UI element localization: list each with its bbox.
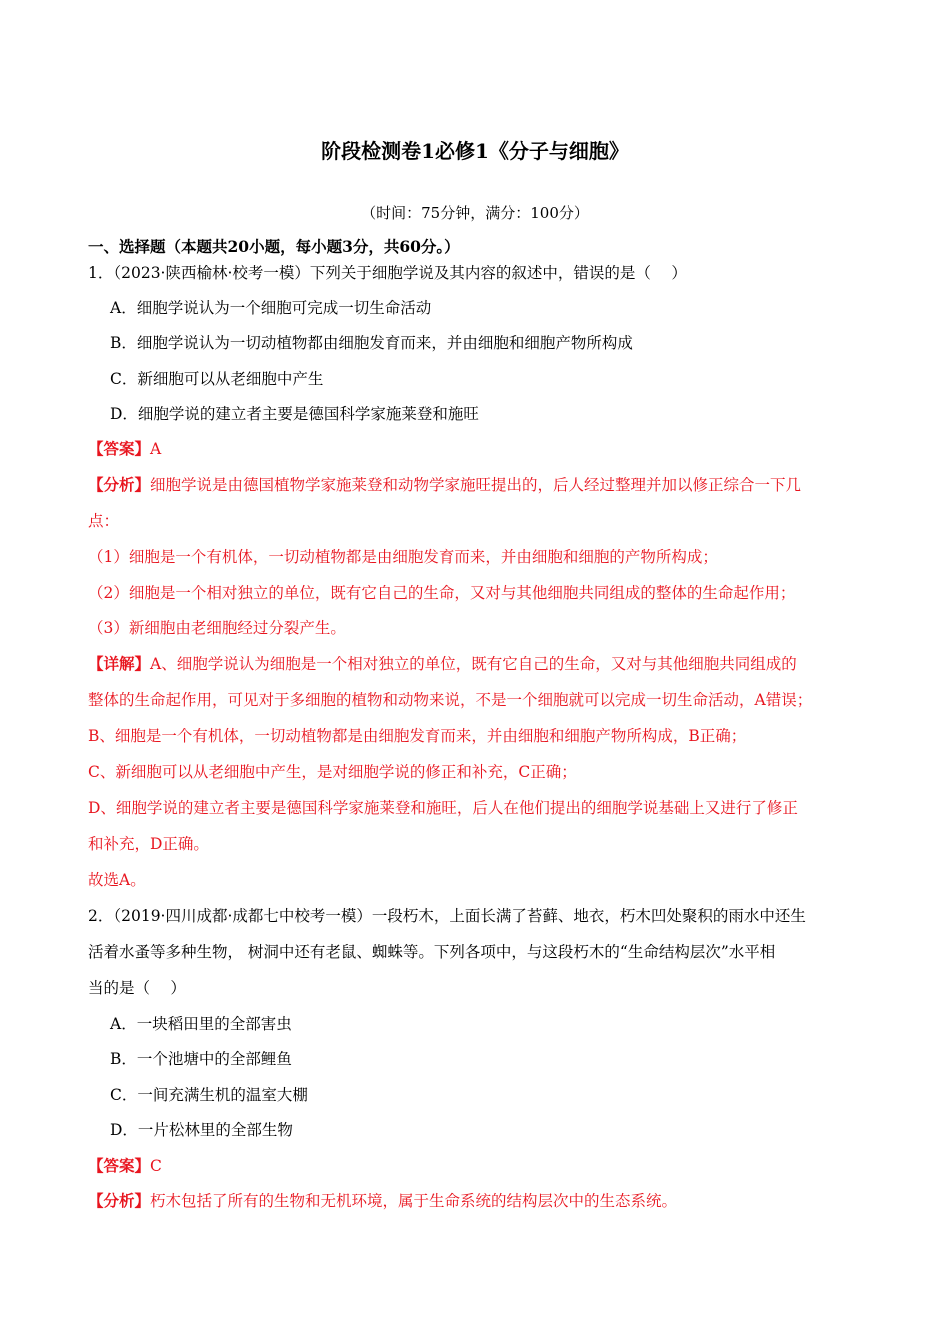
question-2-option-d: D．一片松林里的全部生物	[110, 1121, 293, 1139]
exam-info: （时间：75分钟，满分：100分）	[361, 204, 589, 222]
question-1-conclusion: 故选A。	[88, 871, 146, 889]
question-1-analysis	[88, 474, 801, 496]
question-2-stem: 当的是（ ）	[88, 979, 186, 997]
question-1-option-a: A．细胞学说认为一个细胞可完成一切生命活动	[110, 299, 432, 317]
analysis-point-2: （2）细胞是一个相对独立的单位，既有它自己的生命，又对与其他细胞共同组成的整体的生命起作用；	[88, 584, 796, 602]
question-2-stem: 活着水蚤等多种生物， 树洞中还有老鼠、蜘蛛等。下列各项中，与这段朽木的“生命结构层次”水平相	[88, 943, 776, 961]
detail-text: A、细胞学说认为细胞是一个相对独立的单位，既有它自己的生命，又对与其他细胞共同组成的	[150, 655, 797, 673]
detail-line: B、细胞是一个有机体，一切动植物都是由细胞发育而来，并由细胞和细胞产物所构成，B正确；	[88, 727, 747, 745]
section-heading: 一、选择题（本题共20小题，每小题3分，共60分。）	[88, 237, 460, 256]
analysis-text: 细胞学说是由德国植物学家施莱登和动物学家施旺提出的，后人经过整理并加以修正综合一下几	[150, 476, 802, 494]
question-1-option-c: C．新细胞可以从老细胞中产生	[110, 370, 324, 388]
question-1-detail	[88, 653, 797, 675]
detail-line: 整体的生命起作用，可见对于多细胞的植物和动物来说，不是一个细胞就可以完成一切生命活动，A错误；	[88, 691, 813, 709]
answer-value: C	[150, 1157, 162, 1175]
detail-line: C、新细胞可以从老细胞中产生，是对细胞学说的修正和补充，C正确；	[88, 763, 577, 781]
detail-label: 【详解】	[88, 654, 151, 673]
question-2-option-b: B．一个池塘中的全部鲤鱼	[110, 1050, 292, 1068]
question-2-stem: 2．（2019·四川成都·成都七中校考一模）一段朽木，上面长满了苔藓、地衣，朽木凹处聚积的雨水中还生	[88, 907, 806, 925]
question-1-answer	[88, 438, 161, 460]
question-2-option-c: C．一间充满生机的温室大棚	[110, 1086, 308, 1104]
question-1-option-d: D．细胞学说的建立者主要是德国科学家施莱登和施旺	[110, 405, 479, 423]
detail-line: D、细胞学说的建立者主要是德国科学家施莱登和施旺，后人在他们提出的细胞学说基础上又进行了修正	[88, 799, 798, 817]
answer-value: A	[150, 440, 162, 458]
question-1-stem: 1．（2023·陕西榆林·校考一模）下列关于细胞学说及其内容的叙述中，错误的是（ ）	[88, 264, 687, 282]
question-2-analysis	[88, 1190, 677, 1212]
analysis-label: 【分析】	[88, 1191, 151, 1210]
page-title: 阶段检测卷1必修1《分子与细胞》	[321, 139, 629, 163]
question-2-answer	[88, 1155, 162, 1177]
question-1-option-b: B．细胞学说认为一切动植物都由细胞发育而来，并由细胞和细胞产物所构成	[110, 334, 633, 352]
question-2-option-a: A．一块稻田里的全部害虫	[110, 1015, 292, 1033]
analysis-point-3: （3）新细胞由老细胞经过分裂产生。	[88, 619, 346, 637]
answer-label: 【答案】	[88, 439, 151, 458]
analysis-text: 朽木包括了所有的生物和无机环境，属于生命系统的结构层次中的生态系统。	[150, 1192, 678, 1210]
analysis-label: 【分析】	[88, 475, 151, 494]
detail-line: 和补充，D正确。	[88, 835, 209, 853]
analysis-continued: 点：	[88, 512, 120, 530]
answer-label: 【答案】	[88, 1156, 151, 1175]
analysis-point-1: （1）细胞是一个有机体，一切动植物都是由细胞发育而来，并由细胞和细胞的产物所构成；	[88, 548, 718, 566]
